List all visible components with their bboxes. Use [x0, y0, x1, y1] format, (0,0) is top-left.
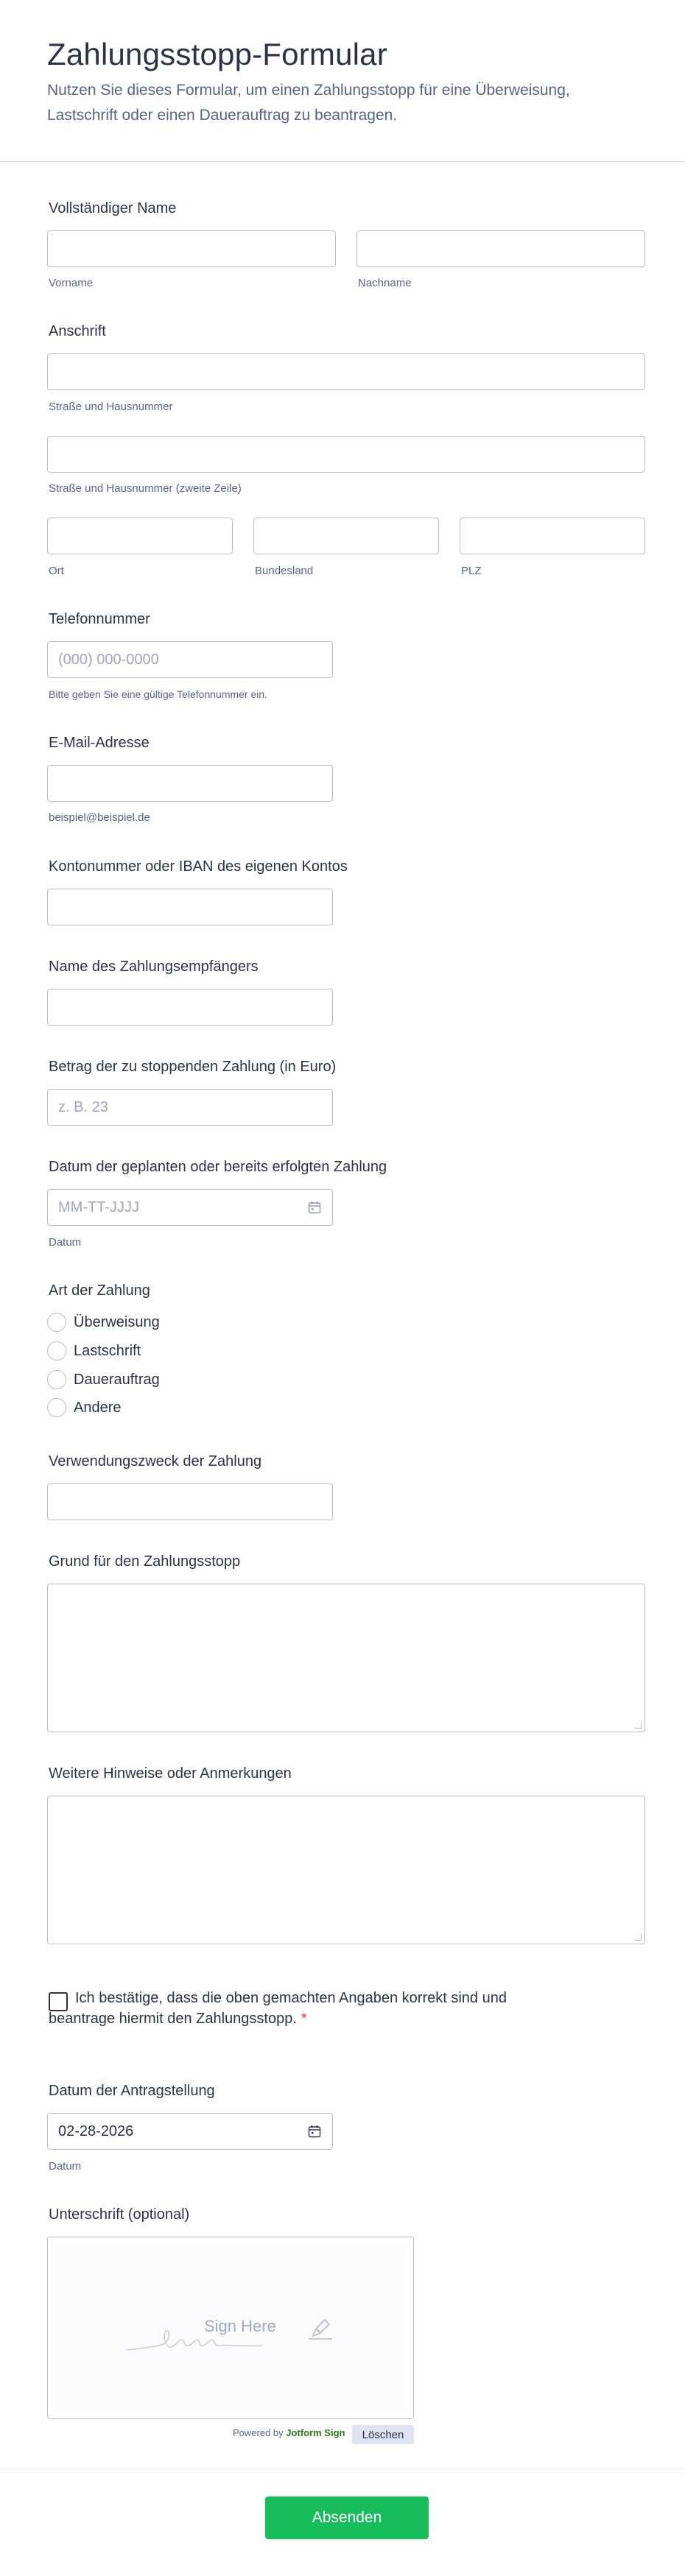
radio-label: Dauerauftrag — [74, 1371, 160, 1388]
reason-label: Grund für den Zahlungsstopp — [49, 1553, 241, 1570]
page-subtitle: Nutzen Sie dieses Formular, um einen Zahlungsstopp für eine Überweisung, Lastschrift oder einen Dauerauftrag zu beantragen. — [47, 82, 570, 124]
street2-sublabel: Straße und Hausnummer (zweite Zeile) — [49, 482, 242, 495]
last-name-input[interactable] — [356, 230, 645, 267]
reason-textarea[interactable] — [47, 1584, 645, 1732]
pen-icon — [307, 2314, 335, 2342]
radio-label: Andere — [74, 1399, 122, 1416]
sign-here-text: Sign Here — [204, 2317, 276, 2335]
radio-andere[interactable] — [47, 1397, 122, 1418]
state-sublabel: Bundesland — [255, 565, 314, 577]
payment-date-label: Datum der geplanten oder bereits erfolgten Zahlung — [49, 1159, 387, 1175]
resize-handle-icon[interactable] — [634, 1721, 642, 1729]
phone-input[interactable] — [47, 641, 333, 678]
radio-button[interactable] — [47, 1370, 66, 1389]
recipient-label: Name des Zahlungsempfängers — [49, 959, 259, 975]
radio-label: Lastschrift — [74, 1342, 141, 1359]
city-input[interactable] — [47, 518, 233, 554]
brand-link[interactable]: Jotform Sign — [286, 2427, 345, 2438]
account-label: Kontonummer oder IBAN des eigenen Kontos — [49, 858, 348, 875]
powered-by — [233, 2427, 345, 2438]
signature-pad[interactable] — [47, 2237, 414, 2419]
radio-label: Überweisung — [74, 1313, 160, 1330]
page-title: Zahlungsstopp-Formular — [47, 37, 387, 71]
first-name-sublabel: Vorname — [49, 277, 94, 289]
notes-textarea[interactable] — [47, 1796, 645, 1944]
amount-input[interactable] — [47, 1089, 333, 1126]
purpose-label: Verwendungszweck der Zahlung — [49, 1453, 262, 1469]
radio-button[interactable] — [47, 1313, 66, 1332]
calendar-icon[interactable] — [308, 2125, 321, 2138]
consent-text — [49, 1988, 564, 2029]
signature-label: Unterschrift (optional) — [49, 2206, 190, 2223]
request-date-sublabel: Datum — [49, 2160, 82, 2173]
city-sublabel: Ort — [49, 565, 64, 577]
submit-button[interactable]: Absenden — [265, 2496, 429, 2539]
request-date-label: Datum der Antragstellung — [49, 2083, 215, 2099]
amount-label: Betrag der zu stoppenden Zahlung (in Euro) — [49, 1059, 337, 1075]
payment-type-label: Art der Zahlung — [49, 1282, 150, 1299]
street-sublabel: Straße und Hausnummer — [49, 400, 173, 413]
calendar-icon[interactable] — [308, 1201, 321, 1214]
radio-lastschrift[interactable] — [47, 1341, 141, 1361]
radio-button[interactable] — [47, 1398, 66, 1417]
request-date-input[interactable] — [47, 2113, 333, 2150]
phone-sublabel: Bitte geben Sie eine gültige Telefonnummer ein. — [49, 688, 268, 700]
email-input[interactable] — [47, 765, 333, 802]
radio-dauerauftrag[interactable] — [47, 1369, 160, 1390]
notes-label: Weitere Hinweise oder Anmerkungen — [49, 1765, 292, 1782]
phone-label: Telefonnummer — [49, 611, 150, 627]
required-mark: * — [301, 2011, 307, 2027]
full-name-label: Vollständiger Name — [49, 200, 177, 216]
radio-button[interactable] — [47, 1341, 66, 1361]
state-input[interactable] — [253, 518, 439, 554]
account-input[interactable] — [47, 889, 333, 925]
first-name-input[interactable] — [47, 230, 336, 267]
powered-by-text: Powered by — [233, 2427, 284, 2438]
resize-handle-icon[interactable] — [634, 1933, 642, 1941]
form-header — [0, 0, 685, 162]
email-label: E-Mail-Adresse — [49, 735, 150, 751]
address-label: Anschrift — [49, 323, 106, 339]
recipient-input[interactable] — [47, 989, 333, 1026]
zip-input[interactable] — [460, 518, 645, 554]
consent-label: Ich bestätige, dass die oben gemachten Angaben korrekt sind und beantrage hiermit den Zahlungsstopp. — [49, 1990, 507, 2027]
clear-signature-button[interactable]: Löschen — [352, 2425, 414, 2444]
payment-date-input[interactable] — [47, 1189, 333, 1226]
street-input[interactable] — [47, 353, 645, 390]
zip-sublabel: PLZ — [461, 565, 482, 577]
email-sublabel: beispiel@beispiel.de — [49, 811, 150, 824]
last-name-sublabel: Nachname — [358, 277, 412, 289]
payment-date-sublabel: Datum — [49, 1236, 82, 1249]
purpose-input[interactable] — [47, 1483, 333, 1520]
street2-input[interactable] — [47, 436, 645, 473]
signature-canvas[interactable] — [55, 2245, 406, 2411]
radio-ueberweisung[interactable] — [47, 1312, 160, 1333]
